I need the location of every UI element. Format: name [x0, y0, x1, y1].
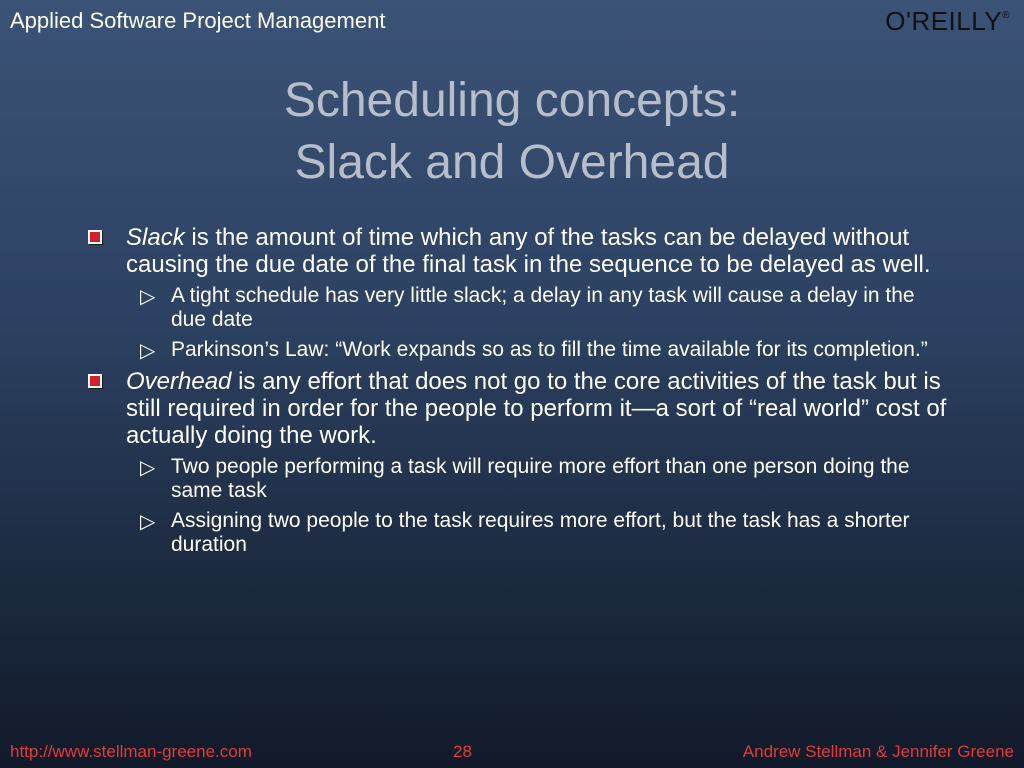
sub-bullet [88, 284, 948, 332]
sub-bullet-text: Assigning two people to the task requires more effort, but the task has a shorter duration [171, 509, 910, 556]
sub-bullet [88, 509, 948, 557]
triangle-bullet-icon: ▷ [140, 511, 156, 533]
bullet-term: Overhead [126, 368, 232, 395]
sub-bullet-text: A tight schedule has very little slack; a delay in any task will cause a delay in the due date [171, 284, 915, 331]
triangle-bullet-icon: ▷ [140, 286, 156, 308]
slide-title-line2: Slack and Overhead [294, 136, 730, 189]
registered-mark: ® [1002, 10, 1010, 21]
oreilly-logo [885, 6, 1010, 37]
page-number: 28 [453, 742, 472, 761]
square-bullet-icon [88, 230, 102, 244]
slide-title [0, 70, 1024, 194]
sub-bullet [88, 455, 948, 503]
triangle-bullet-icon: ▷ [140, 340, 156, 362]
bullet-slack [88, 224, 948, 278]
triangle-bullet-icon: ▷ [140, 457, 156, 479]
slide-title-line1: Scheduling concepts: [283, 74, 741, 127]
bullet-text: is the amount of time which any of the tasks can be delayed without causing the due date of the final task in the sequence to be delayed as well. [126, 224, 931, 278]
sub-bullet-text: Parkinson’s Law: “Work expands so as to fill the time available for its completion.” [171, 338, 928, 361]
sub-bullet [88, 338, 948, 362]
bullet-overhead [88, 368, 948, 449]
header-title: Applied Software Project Management [10, 8, 386, 33]
square-bullet-icon [88, 374, 102, 388]
logo-text: O'REILLY [885, 6, 1003, 36]
slide-content [88, 224, 948, 563]
sub-bullet-text: Two people performing a task will require more effort than one person doing the same task [171, 455, 910, 502]
footer-url-link[interactable]: http://www.stellman-greene.com [10, 742, 252, 761]
footer-authors: Andrew Stellman & Jennifer Greene [742, 742, 1014, 761]
bullet-term: Slack [126, 224, 185, 251]
bullet-text: is any effort that does not go to the core activities of the task but is still required in order for the people to perform it—a sort of “real world” cost of actually doing the work. [126, 368, 947, 449]
